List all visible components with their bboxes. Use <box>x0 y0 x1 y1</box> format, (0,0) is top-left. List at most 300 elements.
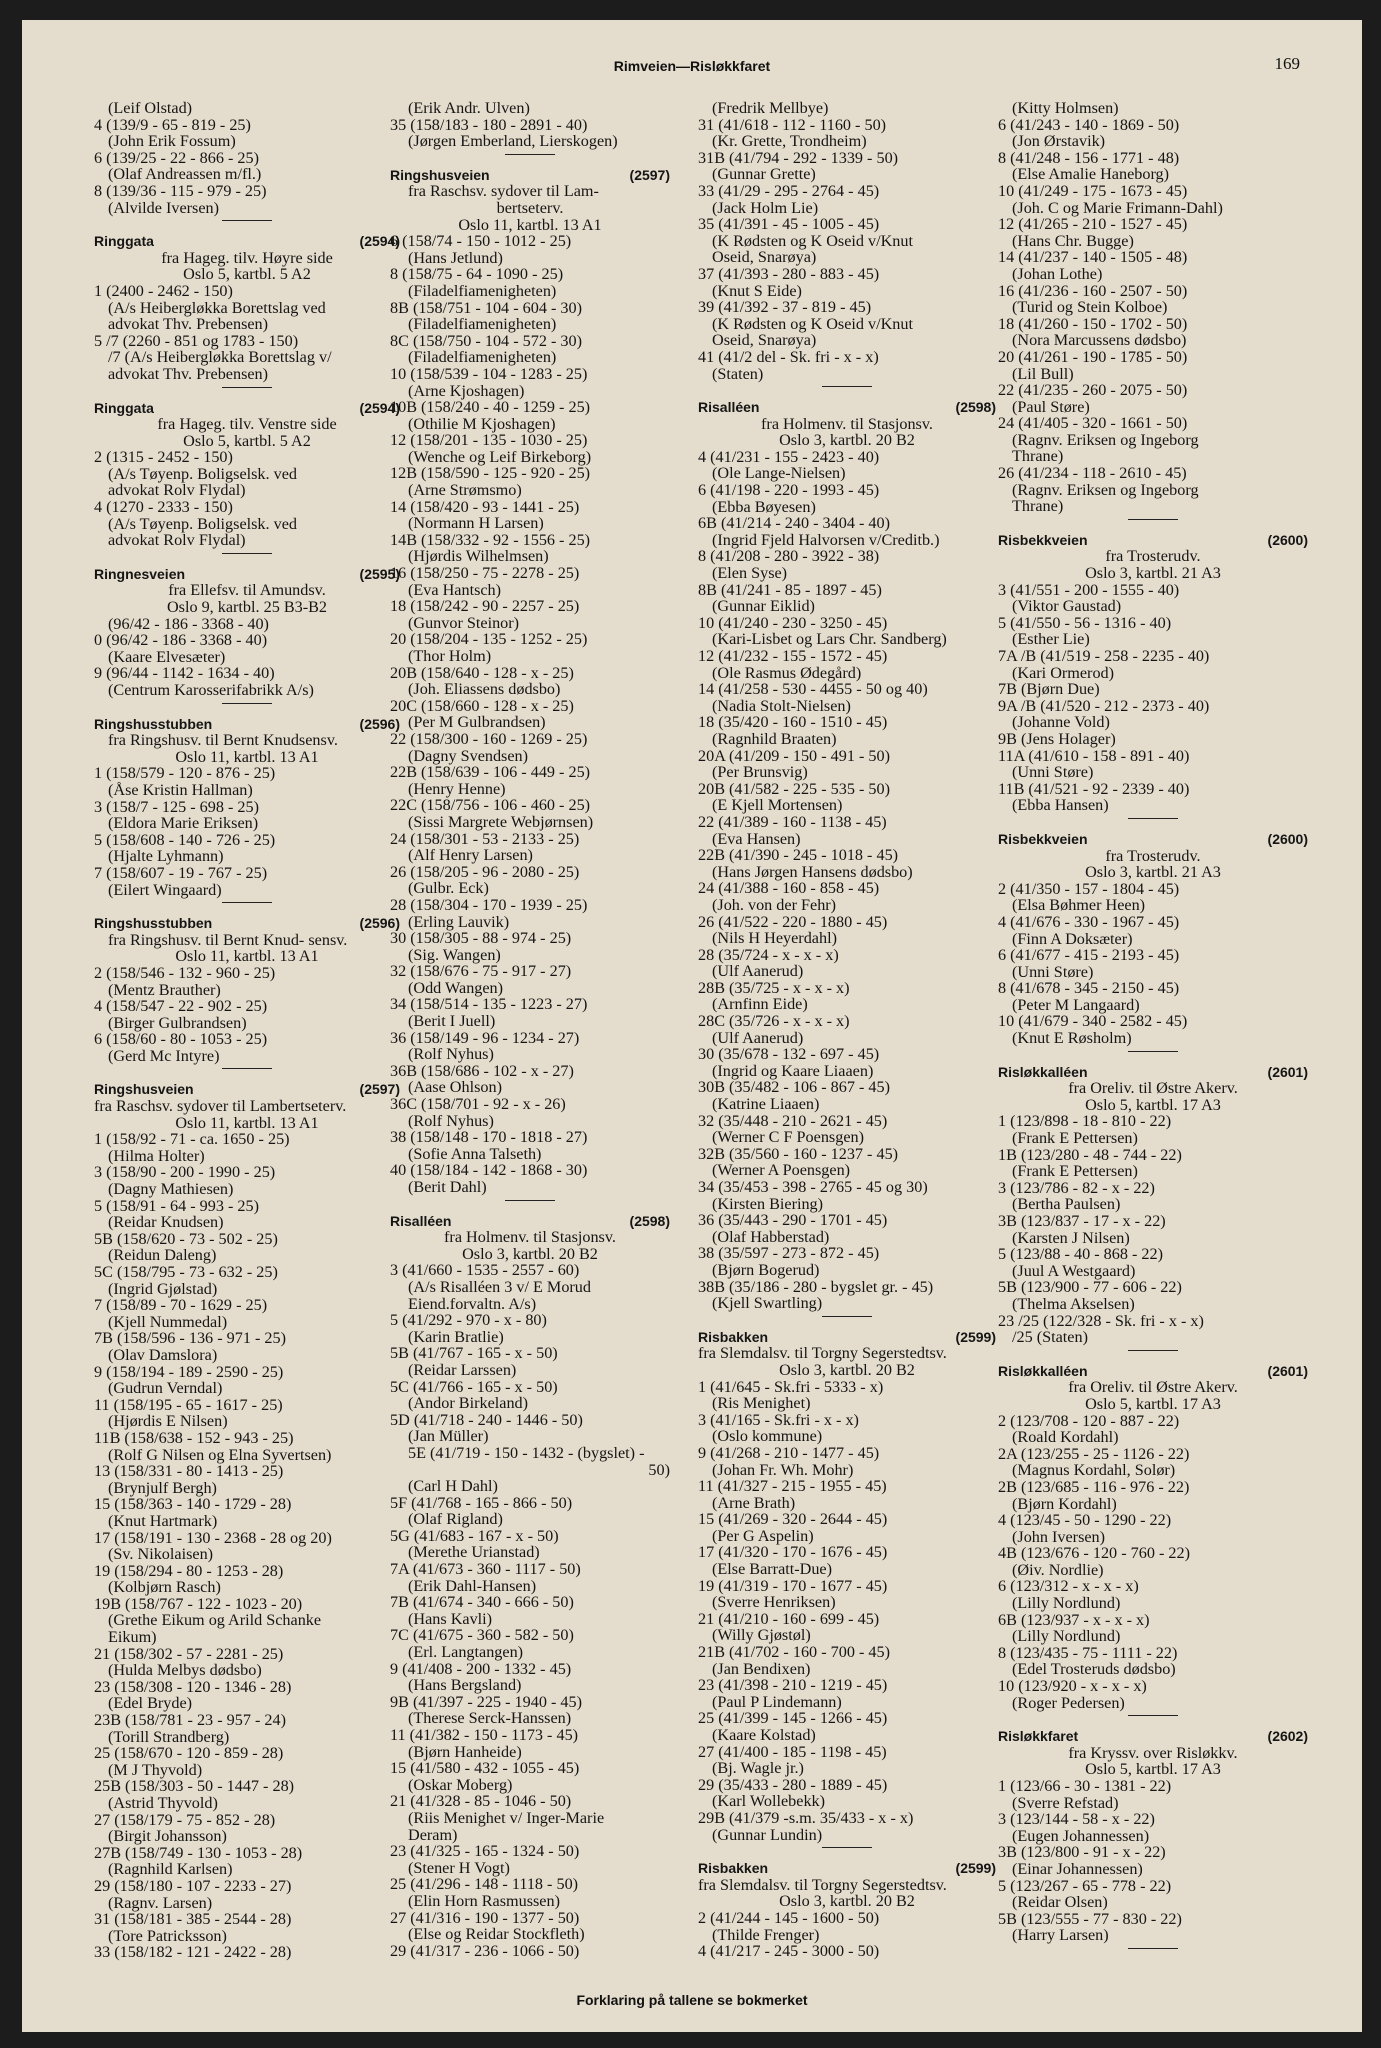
section-divider <box>822 1316 872 1317</box>
property-entry: 3 (123/144 - 58 - x - 22) <box>998 1810 1155 1829</box>
owner-line: (Joh. Eliassens dødsbo) <box>408 680 561 699</box>
property-entry: 32B (35/560 - 160 - 1237 - 45) <box>698 1144 899 1163</box>
owner-line: (Rolf G Nilsen og Elna Syvertsen) <box>108 1445 332 1464</box>
owner-line: (Ragnv. Eriksen og Ingeborg <box>1012 480 1199 499</box>
owner-line: (Magnus Kordahl, Solør) <box>1012 1461 1176 1480</box>
property-entry: 30 (35/678 - 132 - 697 - 45) <box>698 1045 880 1064</box>
property-entry: 10 (158/539 - 104 - 1283 - 25) <box>390 364 588 383</box>
property-entry: 4 (41/217 - 245 - 3000 - 50) <box>698 1942 880 1961</box>
owner-line: (M J Thyvold) <box>108 1760 203 1779</box>
street-description: Oslo 11, kartbl. 13 A1 <box>458 215 602 234</box>
property-entry: 4 (123/45 - 50 - 1290 - 22) <box>998 1511 1172 1530</box>
owner-line: (Jack Holm Lie) <box>712 198 819 217</box>
owner-line: (Erik Dahl-Hansen) <box>408 1576 537 1595</box>
property-entry: 22B (41/390 - 245 - 1018 - 45) <box>698 846 899 865</box>
property-entry: 29 (41/317 - 236 - 1066 - 50) <box>390 1941 580 1960</box>
property-entry: fra Slemdalsv. til Torgny Segerstedtsv. <box>698 1344 947 1363</box>
property-entry: 17 (158/191 - 130 - 2368 - 28 og 20) <box>94 1528 332 1547</box>
property-entry: 12B (158/590 - 125 - 920 - 25) <box>390 464 591 483</box>
property-entry: 8 (41/248 - 156 - 1771 - 48) <box>998 148 1180 167</box>
property-entry: 24 (158/301 - 53 - 2133 - 25) <box>390 829 580 848</box>
owner-line: (Olav Damslora) <box>108 1345 218 1364</box>
section-divider <box>222 703 272 704</box>
owner-line: (Else og Reidar Stockfleth) <box>408 1925 585 1944</box>
owner-line: (Filadelfiamenigheten) <box>408 281 557 300</box>
property-entry: 10 (41/249 - 175 - 1673 - 45) <box>998 181 1188 200</box>
property-entry: 4 (41/676 - 330 - 1967 - 45) <box>998 912 1180 931</box>
property-entry: 27B (158/749 - 130 - 1053 - 28) <box>94 1843 303 1862</box>
owner-line: (Carl H Dahl) <box>408 1477 498 1496</box>
street-code: (2602) <box>1267 1728 1308 1745</box>
property-entry: 2 (158/546 - 132 - 960 - 25) <box>94 963 276 982</box>
street-heading <box>94 400 400 417</box>
section-divider <box>1128 1715 1178 1716</box>
owner-line: (Astrid Thyvold) <box>108 1794 218 1812</box>
owner-line: advokat Rolv Flydal) <box>108 481 246 500</box>
property-entry: 18 (158/242 - 90 - 2257 - 25) <box>390 597 580 616</box>
property-entry: 7 (158/89 - 70 - 1629 - 25) <box>94 1296 268 1315</box>
owner-line: (Centrum Karosserifabrikk A/s) <box>108 681 314 699</box>
owner-line: (Kolbjørn Rasch) <box>108 1578 221 1597</box>
property-entry: 23B (158/781 - 23 - 957 - 24) <box>94 1711 286 1730</box>
property-entry: fra Slemdalsv. til Torgny Segerstedtsv. <box>698 1875 947 1894</box>
street-name: Risløkkfaret <box>998 1728 1079 1745</box>
owner-line: (Staten) <box>712 364 764 383</box>
owner-line: (Karsten J Nilsen) <box>1012 1228 1130 1247</box>
street-heading <box>698 399 996 416</box>
owner-line: (Kaare Elvesæter) <box>108 647 226 666</box>
street-name: Ringshusveien <box>94 1081 194 1098</box>
property-entry: 38B (35/186 - 280 - bygslet gr. - 45) <box>698 1277 934 1296</box>
owner-line: (Reidar Larssen) <box>408 1360 517 1379</box>
property-entry: 32 (35/448 - 210 - 2621 - 45) <box>698 1111 888 1130</box>
property-entry: 14 (158/420 - 93 - 1441 - 25) <box>390 497 580 516</box>
street-heading <box>998 1064 1308 1081</box>
property-entry: 11B (41/521 - 92 - 2339 - 40) <box>998 779 1190 798</box>
owner-line: (Henry Henne) <box>408 779 506 798</box>
street-heading <box>94 1081 400 1098</box>
owner-line: (Harry Larsen) <box>1012 1926 1109 1945</box>
owner-line: (Thelma Akselsen) <box>1012 1294 1135 1313</box>
owner-line: (John Erik Fossum) <box>108 132 236 151</box>
property-entry: 8B (41/241 - 85 - 1897 - 45) <box>698 580 882 599</box>
street-code: (2597) <box>629 166 670 183</box>
owner-line: (Olaf Andreassen m/fl.) <box>108 165 262 184</box>
owner-line: (Riis Menighet v/ Inger-Marie <box>408 1808 605 1827</box>
property-entry: 1 (2400 - 2462 - 150) <box>94 281 233 300</box>
property-entry: 10B (158/240 - 40 - 1259 - 25) <box>390 398 591 417</box>
property-entry: 3B (123/837 - 17 - x - 22) <box>998 1212 1166 1230</box>
property-entry: 7A /B (41/519 - 258 - 2235 - 40) <box>998 647 1210 665</box>
property-entry: 29B (41/379 -s.m. 35/433 - x - x) <box>698 1808 914 1827</box>
owner-line: (Hans Bergsland) <box>408 1676 522 1695</box>
owner-line: advokat Thv. Prebensen) <box>108 315 269 334</box>
property-entry: 14B (158/332 - 92 - 1556 - 25) <box>390 530 591 549</box>
street-description: Oslo 3, kartbl. 20 B2 <box>462 1244 598 1263</box>
owner-line: (Kari-Lisbet og Lars Chr. Sandberg) <box>712 630 947 649</box>
owner-line: (Aase Ohlson) <box>408 1078 502 1097</box>
street-description: Oslo 3, kartbl. 21 A3 <box>1085 863 1221 882</box>
street-code: (2599) <box>955 1328 996 1345</box>
property-entry: 5 (123/267 - 65 - 778 - 22) <box>998 1876 1172 1895</box>
property-entry: 27 (41/316 - 190 - 1377 - 50) <box>390 1908 580 1927</box>
property-entry: 23 (41/398 - 210 - 1219 - 45) <box>698 1676 888 1695</box>
street-description: Oslo 3, kartbl. 20 B2 <box>779 1892 915 1911</box>
column-1 <box>94 100 400 1961</box>
owner-line: (Johan Lothe) <box>1012 264 1103 283</box>
owner-line: (Elen Syse) <box>712 564 788 583</box>
property-entry: 28 (158/304 - 170 - 1939 - 25) <box>390 895 588 914</box>
owner-line: (Knut S Eide) <box>712 281 802 300</box>
property-entry: 9B (41/397 - 225 - 1940 - 45) <box>390 1692 582 1711</box>
property-entry: 16 (41/236 - 160 - 2507 - 50) <box>998 281 1188 300</box>
property-entry: 27 (41/400 - 185 - 1198 - 45) <box>698 1742 887 1761</box>
property-entry: 2A (123/255 - 25 - 1126 - 22) <box>998 1444 1190 1463</box>
property-entry: 38 (158/148 - 170 - 1818 - 27) <box>390 1128 588 1147</box>
property-entry: 11 (41/382 - 150 - 1173 - 45) <box>390 1726 579 1744</box>
property-entry: 27 (158/179 - 75 - 852 - 28) <box>94 1810 276 1829</box>
owner-line: (Per G Aspelin) <box>712 1526 814 1545</box>
property-entry: 2 (41/244 - 145 - 1600 - 50) <box>698 1908 880 1927</box>
owner-line: (Ingrid Gjølstad) <box>108 1279 218 1298</box>
owner-line: (Per M Gulbrandsen) <box>408 713 546 732</box>
property-entry: 1B (123/280 - 48 - 744 - 22) <box>998 1145 1182 1164</box>
owner-line: (Thilde Frenger) <box>712 1925 820 1944</box>
owner-line: (Åse Kristin Hallman) <box>108 780 253 799</box>
property-entry: 9 (41/408 - 200 - 1332 - 45) <box>390 1659 572 1678</box>
property-entry: fra Raschsv. sydover til Lambertseterv. <box>94 1097 347 1116</box>
owner-line: (Kr. Grette, Trondheim) <box>712 132 867 151</box>
street-name: Ringgata <box>94 399 154 416</box>
owner-line: (Kaare Kolstad) <box>712 1726 816 1744</box>
owner-line: (Birgit Johansson) <box>108 1827 227 1846</box>
street-description: Oslo 11, kartbl. 13 A1 <box>175 947 319 966</box>
owner-line: (Grethe Eikum og Arild Schanke <box>108 1611 322 1630</box>
owner-line: (Filadelfiamenigheten) <box>408 348 557 367</box>
property-entry: 21 (158/302 - 57 - 2281 - 25) <box>94 1644 284 1663</box>
street-code: (2597) <box>359 1081 400 1098</box>
owner-line: (Arne Strømsmo) <box>408 481 522 500</box>
owner-line: (Eugen Johannessen) <box>1012 1826 1150 1845</box>
property-entry: 20B (41/582 - 225 - 535 - 50) <box>698 779 890 798</box>
property-entry: 6 (41/198 - 220 - 1993 - 45) <box>698 481 880 500</box>
owner-line: (Kitty Holmsen) <box>1012 99 1119 117</box>
owner-line: (Sverre Refstad) <box>1012 1793 1119 1812</box>
property-entry: 20B (158/640 - 128 - x - 25) <box>390 663 574 682</box>
property-entry: 2 (1315 - 2452 - 150) <box>94 448 233 467</box>
owner-line: (Andor Birkeland) <box>408 1394 529 1413</box>
owner-line: (Merethe Urianstad) <box>408 1543 540 1562</box>
street-description: Oslo 3, kartbl. 20 B2 <box>779 431 915 450</box>
street-description: fra Hageg. tilv. Høyre side <box>161 248 333 267</box>
owner-line: (Per Brunsvig) <box>712 763 808 782</box>
owner-line: (Odd Wangen) <box>408 978 504 997</box>
property-entry: 8B (158/751 - 104 - 604 - 30) <box>390 298 582 317</box>
owner-line: (Sofie Anna Talseth) <box>408 1144 542 1163</box>
property-entry: 5 (41/292 - 970 - x - 80) <box>390 1311 547 1330</box>
property-entry: 7B (158/596 - 136 - 971 - 25) <box>94 1329 286 1348</box>
owner-line: (Johan Fr. Wh. Mohr) <box>712 1460 854 1479</box>
owner-line: (Jon Ørstavik) <box>1012 132 1106 151</box>
street-description: fra Holmenv. til Stasjonsv. <box>761 414 933 433</box>
street-code: (2598) <box>629 1212 670 1229</box>
property-entry: 11B (158/638 - 152 - 943 - 25) <box>94 1428 294 1447</box>
property-entry: 3 (158/7 - 125 - 698 - 25) <box>94 797 259 816</box>
property-entry: 20A (41/209 - 150 - 491 - 50) <box>698 746 890 765</box>
property-entry: 12 (41/232 - 155 - 1572 - 45) <box>698 647 888 665</box>
property-entry: 22B (158/639 - 106 - 449 - 25) <box>390 763 591 782</box>
owner-line: (Oslo kommune) <box>712 1427 823 1446</box>
owner-line: Oseid, Snarøya) <box>712 248 817 267</box>
owner-line: (Normann H Larsen) <box>408 514 544 533</box>
street-code: (2596) <box>359 715 400 732</box>
property-entry: 36B (158/686 - 102 - x - 27) <box>390 1061 574 1080</box>
owner-line: (K Rødsten og K Oseid v/Knut <box>712 314 913 333</box>
section-divider <box>505 154 555 155</box>
street-heading <box>998 1363 1308 1380</box>
street-description: Oslo 5, kartbl. 17 A3 <box>1085 1095 1221 1114</box>
owner-line: (Ragnv. Larsen) <box>108 1893 213 1912</box>
street-name: Risbakken <box>698 1860 769 1877</box>
section-divider <box>822 1847 872 1848</box>
owner-line: (Reidun Daleng) <box>108 1246 217 1265</box>
property-entry: 26 (41/234 - 118 - 2610 - 45) <box>998 464 1187 483</box>
owner-line: 5E (41/719 - 150 - 1432 - (bygslet) - <box>408 1443 645 1462</box>
column-4 <box>998 100 1308 1955</box>
property-entry: 3 (41/165 - Sk.fri - x - x) <box>698 1410 859 1429</box>
page-number: 169 <box>1274 54 1300 73</box>
property-entry: 19 (158/294 - 80 - 1253 - 28) <box>94 1561 284 1580</box>
owner-line: (Gunvor Steinor) <box>408 613 520 632</box>
owner-line: (E Kjell Mortensen) <box>712 796 843 815</box>
owner-line: (Berit I Juell) <box>408 1012 496 1031</box>
owner-line: (Hjørdis Wilhelmsen) <box>408 547 549 566</box>
owner-line: (Gunnar Eiklid) <box>712 597 815 616</box>
property-entry: 13 (158/331 - 80 - 1413 - 25) <box>94 1462 284 1481</box>
property-entry: 35 (41/391 - 45 - 1005 - 45) <box>698 215 880 234</box>
owner-line: Deram) <box>408 1825 458 1844</box>
owner-line: (A/s Tøyenp. Boligselsk. ved <box>108 514 297 533</box>
property-entry: 26 (158/205 - 96 - 2080 - 25) <box>390 862 580 881</box>
page-footer: Forklaring på tallene se bokmerket <box>576 1992 808 2008</box>
street-description: bertseterv. <box>496 198 564 217</box>
street-heading <box>998 1728 1308 1745</box>
street-heading <box>698 1860 996 1877</box>
owner-line: (Therese Serck-Hanssen) <box>408 1709 572 1728</box>
owner-line: (Else Barratt-Due) <box>712 1560 832 1579</box>
property-entry: 7 (158/607 - 19 - 767 - 25) <box>94 863 268 882</box>
owner-line: (Einar Johannessen) <box>1012 1859 1143 1878</box>
owner-line: (Bertha Paulsen) <box>1012 1195 1121 1214</box>
section-divider <box>1128 818 1178 819</box>
street-description: fra Oreliv. til Østre Akerv. <box>1068 1079 1238 1098</box>
property-entry: 8 (41/678 - 345 - 2150 - 45) <box>998 979 1180 998</box>
street-code: (2595) <box>359 565 400 582</box>
owner-line: (Frank E Pettersen) <box>1012 1162 1138 1181</box>
section-divider <box>1128 1350 1178 1351</box>
owner-line: (Unni Støre) <box>1012 763 1094 782</box>
property-entry: 2 (41/350 - 157 - 1804 - 45) <box>998 879 1180 898</box>
property-entry: 19B (158/767 - 122 - 1023 - 20) <box>94 1594 303 1613</box>
owner-line: (Brynjulf Bergh) <box>108 1478 217 1497</box>
property-entry: 22 (41/389 - 160 - 1138 - 45) <box>698 812 887 831</box>
owner-line: (Hans Kavli) <box>408 1609 493 1628</box>
owner-line: (Sissi Margrete Webjørnsen) <box>408 812 594 831</box>
street-name: Risalléen <box>698 399 760 416</box>
property-entry: 28 (35/724 - x - x - x) <box>698 945 839 964</box>
owner-line: (Wenche og Leif Birkeborg) <box>408 447 592 466</box>
property-entry: 24 (41/405 - 320 - 1661 - 50) <box>998 414 1188 433</box>
property-entry: 31 (158/181 - 385 - 2544 - 28) <box>94 1910 292 1929</box>
owner-line: (Hulda Melbys dødsbo) <box>108 1661 262 1680</box>
property-entry: 3 (123/786 - 82 - x - 22) <box>998 1178 1155 1197</box>
street-code: (2600) <box>1267 830 1308 847</box>
property-entry: 29 (35/433 - 280 - 1889 - 45) <box>698 1775 888 1794</box>
property-entry: 33 (41/29 - 295 - 2764 - 45) <box>698 181 880 200</box>
property-entry: 12 (41/265 - 210 - 1527 - 45) <box>998 215 1188 234</box>
owner-line: advokat Rolv Flydal) <box>108 531 246 550</box>
owner-line: (Nils H Heyerdahl) <box>712 929 837 948</box>
property-entry: 5B (158/620 - 73 - 502 - 25) <box>94 1229 278 1248</box>
property-entry: 31 (41/618 - 112 - 1160 - 50) <box>698 115 887 134</box>
owner-line: /25 (Staten) <box>1012 1328 1088 1347</box>
owner-line: (Hans Jetlund) <box>408 248 503 267</box>
owner-line: (Sv. Nikolaisen) <box>108 1545 214 1564</box>
street-name: Risløkkalléen <box>998 1063 1088 1080</box>
property-entry: 5D (41/718 - 240 - 1446 - 50) <box>390 1410 583 1429</box>
property-entry: 35 (158/183 - 180 - 2891 - 40) <box>390 115 588 134</box>
property-entry: 3B (123/800 - 91 - x - 22) <box>998 1843 1166 1862</box>
owner-line: (Paul Støre) <box>1012 397 1090 416</box>
owner-line: (Joh. C og Marie Frimann-Dahl) <box>1012 198 1223 217</box>
property-entry: 22C (158/756 - 106 - 460 - 25) <box>390 796 591 815</box>
owner-line: (Sig. Wangen) <box>408 945 501 964</box>
owner-line: (Arnfinn Eide) <box>712 995 808 1014</box>
owner-line: (Gudrun Verndal) <box>108 1379 223 1398</box>
property-entry: 6 (139/25 - 22 - 866 - 25) <box>94 148 259 167</box>
property-entry: 23 /25 (122/328 - Sk. fri - x - x) <box>998 1311 1204 1330</box>
owner-line: (Eva Hansen) <box>712 829 801 848</box>
property-entry: 8 (41/208 - 280 - 3922 - 38) <box>698 547 880 566</box>
property-entry: 4B (123/676 - 120 - 760 - 22) <box>998 1544 1190 1563</box>
property-entry: 29 (158/180 - 107 - 2233 - 27) <box>94 1876 292 1895</box>
street-heading <box>94 233 400 250</box>
owner-line: (Bjørn Bogerud) <box>712 1260 820 1279</box>
street-description: fra Trosterudv. <box>1105 846 1201 865</box>
owner-line: (Karin Bratlie) <box>408 1327 504 1346</box>
owner-line: (Filadelfiamenigheten) <box>408 315 557 334</box>
owner-line: (Willy Gjøstøl) <box>712 1626 811 1645</box>
owner-line: (Erling Lauvik) <box>408 912 510 931</box>
owner-line: Oseid, Snarøya) <box>712 331 817 350</box>
property-entry: 32 (158/676 - 75 - 917 - 27) <box>390 962 572 981</box>
street-heading <box>390 1213 670 1230</box>
owner-line: (Hjalte Lyhmann) <box>108 847 224 866</box>
owner-line: fra Raschsv. sydover til Lam- <box>408 182 599 201</box>
street-code: (2601) <box>1267 1063 1308 1080</box>
street-name: Ringgata <box>94 233 154 250</box>
owner-line: fra Ringshusv. til Bernt Knudsensv. <box>108 731 338 750</box>
property-entry: 5G (41/683 - 167 - x - 50) <box>390 1526 559 1545</box>
owner-line: (Eva Hantsch) <box>408 580 502 599</box>
column-2 <box>390 100 670 1959</box>
owner-line: (Ragnhild Braaten) <box>712 729 837 748</box>
owner-line: (Gunnar Lundin) <box>712 1825 823 1844</box>
owner-line: (Tore Patricksson) <box>108 1926 227 1945</box>
owner-line: (Gulbr. Eck) <box>408 879 489 898</box>
owner-line: (Gunnar Grette) <box>712 165 816 184</box>
owner-line: (Knut E Røsholm) <box>1012 1029 1132 1048</box>
street-description: Oslo 11, kartbl. 13 A1 <box>175 1113 319 1132</box>
owner-line: (Roger Pedersen) <box>1012 1693 1125 1712</box>
owner-line: (Bjørn Hanheide) <box>408 1742 522 1761</box>
owner-line: (Ulf Aanerud) <box>712 962 804 981</box>
owner-line: (Turid og Stein Kolboe) <box>1012 298 1168 317</box>
property-entry: 9 (158/194 - 189 - 2590 - 25) <box>94 1362 284 1381</box>
property-entry: 12 (158/201 - 135 - 1030 - 25) <box>390 431 588 450</box>
section-divider <box>222 553 272 554</box>
property-entry: 5B (123/555 - 77 - 830 - 22) <box>998 1909 1182 1928</box>
property-entry: 9 (41/268 - 210 - 1477 - 45) <box>698 1443 880 1462</box>
property-entry: 25B (158/303 - 50 - 1447 - 28) <box>94 1777 295 1796</box>
street-name: Ringnesveien <box>94 565 186 582</box>
property-entry: 7A (41/673 - 360 - 1117 - 50) <box>390 1560 581 1579</box>
owner-line: (Erik Andr. Ulven) <box>408 99 530 117</box>
property-entry: 16 (158/250 - 75 - 2278 - 25) <box>390 564 580 583</box>
street-description: Oslo 3, kartbl. 21 A3 <box>1085 564 1221 583</box>
owner-line: (Othilie M Kjoshagen) <box>408 414 556 433</box>
street-name: Risbakken <box>698 1328 769 1345</box>
property-entry: 10 (41/240 - 230 - 3250 - 45) <box>698 613 888 632</box>
property-entry: 26 (41/522 - 220 - 1880 - 45) <box>698 912 888 931</box>
property-entry: 23 (41/325 - 165 - 1324 - 50) <box>390 1842 580 1861</box>
owner-line: (Reidar Knudsen) <box>108 1213 224 1232</box>
property-entry: 34 (35/453 - 398 - 2765 - 45 og 30) <box>698 1178 928 1196</box>
property-entry: 8 (139/36 - 115 - 979 - 25) <box>94 181 267 200</box>
property-entry: 24 (41/388 - 160 - 858 - 45) <box>698 879 880 898</box>
section-divider <box>1128 519 1178 520</box>
owner-line: (Bj. Wagle jr.) <box>712 1759 804 1778</box>
owner-line: (Lil Bull) <box>1012 364 1074 383</box>
owner-line: (Rolf Nyhus) <box>408 1045 494 1064</box>
property-entry: 6 (41/243 - 140 - 1869 - 50) <box>998 115 1180 134</box>
owner-line: (Rolf Nyhus) <box>408 1111 494 1130</box>
property-entry: 1 (123/66 - 30 - 1381 - 22) <box>998 1777 1172 1795</box>
owner-line: (Joh. von der Fehr) <box>712 895 837 914</box>
owner-line: (Hans Jørgen Hansens dødsbo) <box>712 862 913 881</box>
property-entry: 21 (41/210 - 160 - 699 - 45) <box>698 1609 880 1628</box>
property-entry: 0 (96/42 - 186 - 3368 - 40) <box>94 631 268 650</box>
owner-line: (A/s Tøyenp. Boligselsk. ved <box>108 464 297 483</box>
property-entry: 39 (41/392 - 37 - 819 - 45) <box>698 298 872 317</box>
property-entry: 5 /7 (2260 - 851 og 1783 - 150) <box>94 331 299 350</box>
street-description: fra Oreliv. til Østre Akerv. <box>1068 1378 1238 1397</box>
owner-line: (K Rødsten og K Oseid v/Knut <box>712 231 913 250</box>
owner-line: (Esther Lie) <box>1012 630 1090 649</box>
property-entry: 15 (41/269 - 320 - 2644 - 45) <box>698 1510 888 1529</box>
owner-line: (Sverre Henriksen) <box>712 1593 836 1612</box>
owner-line: (Else Amalie Haneborg) <box>1012 165 1170 184</box>
owner-line: fra Ringshusv. til Bernt Knud- sensv. <box>108 930 348 949</box>
street-description: fra Holmenv. til Stasjonsv. <box>444 1228 616 1247</box>
property-entry: 5C (41/766 - 165 - x - 50) <box>390 1377 558 1396</box>
owner-line: (Ole Rasmus Ødegård) <box>712 663 862 682</box>
owner-line: (Paul P Lindemann) <box>712 1692 842 1711</box>
property-entry: 1 (41/645 - Sk.fri - 5333 - x) <box>698 1377 884 1396</box>
owner-line: Thrane) <box>1012 447 1064 466</box>
property-entry: 8C (158/750 - 104 - 572 - 30) <box>390 331 582 350</box>
owner-line: (Alf Henry Larsen) <box>408 846 533 865</box>
